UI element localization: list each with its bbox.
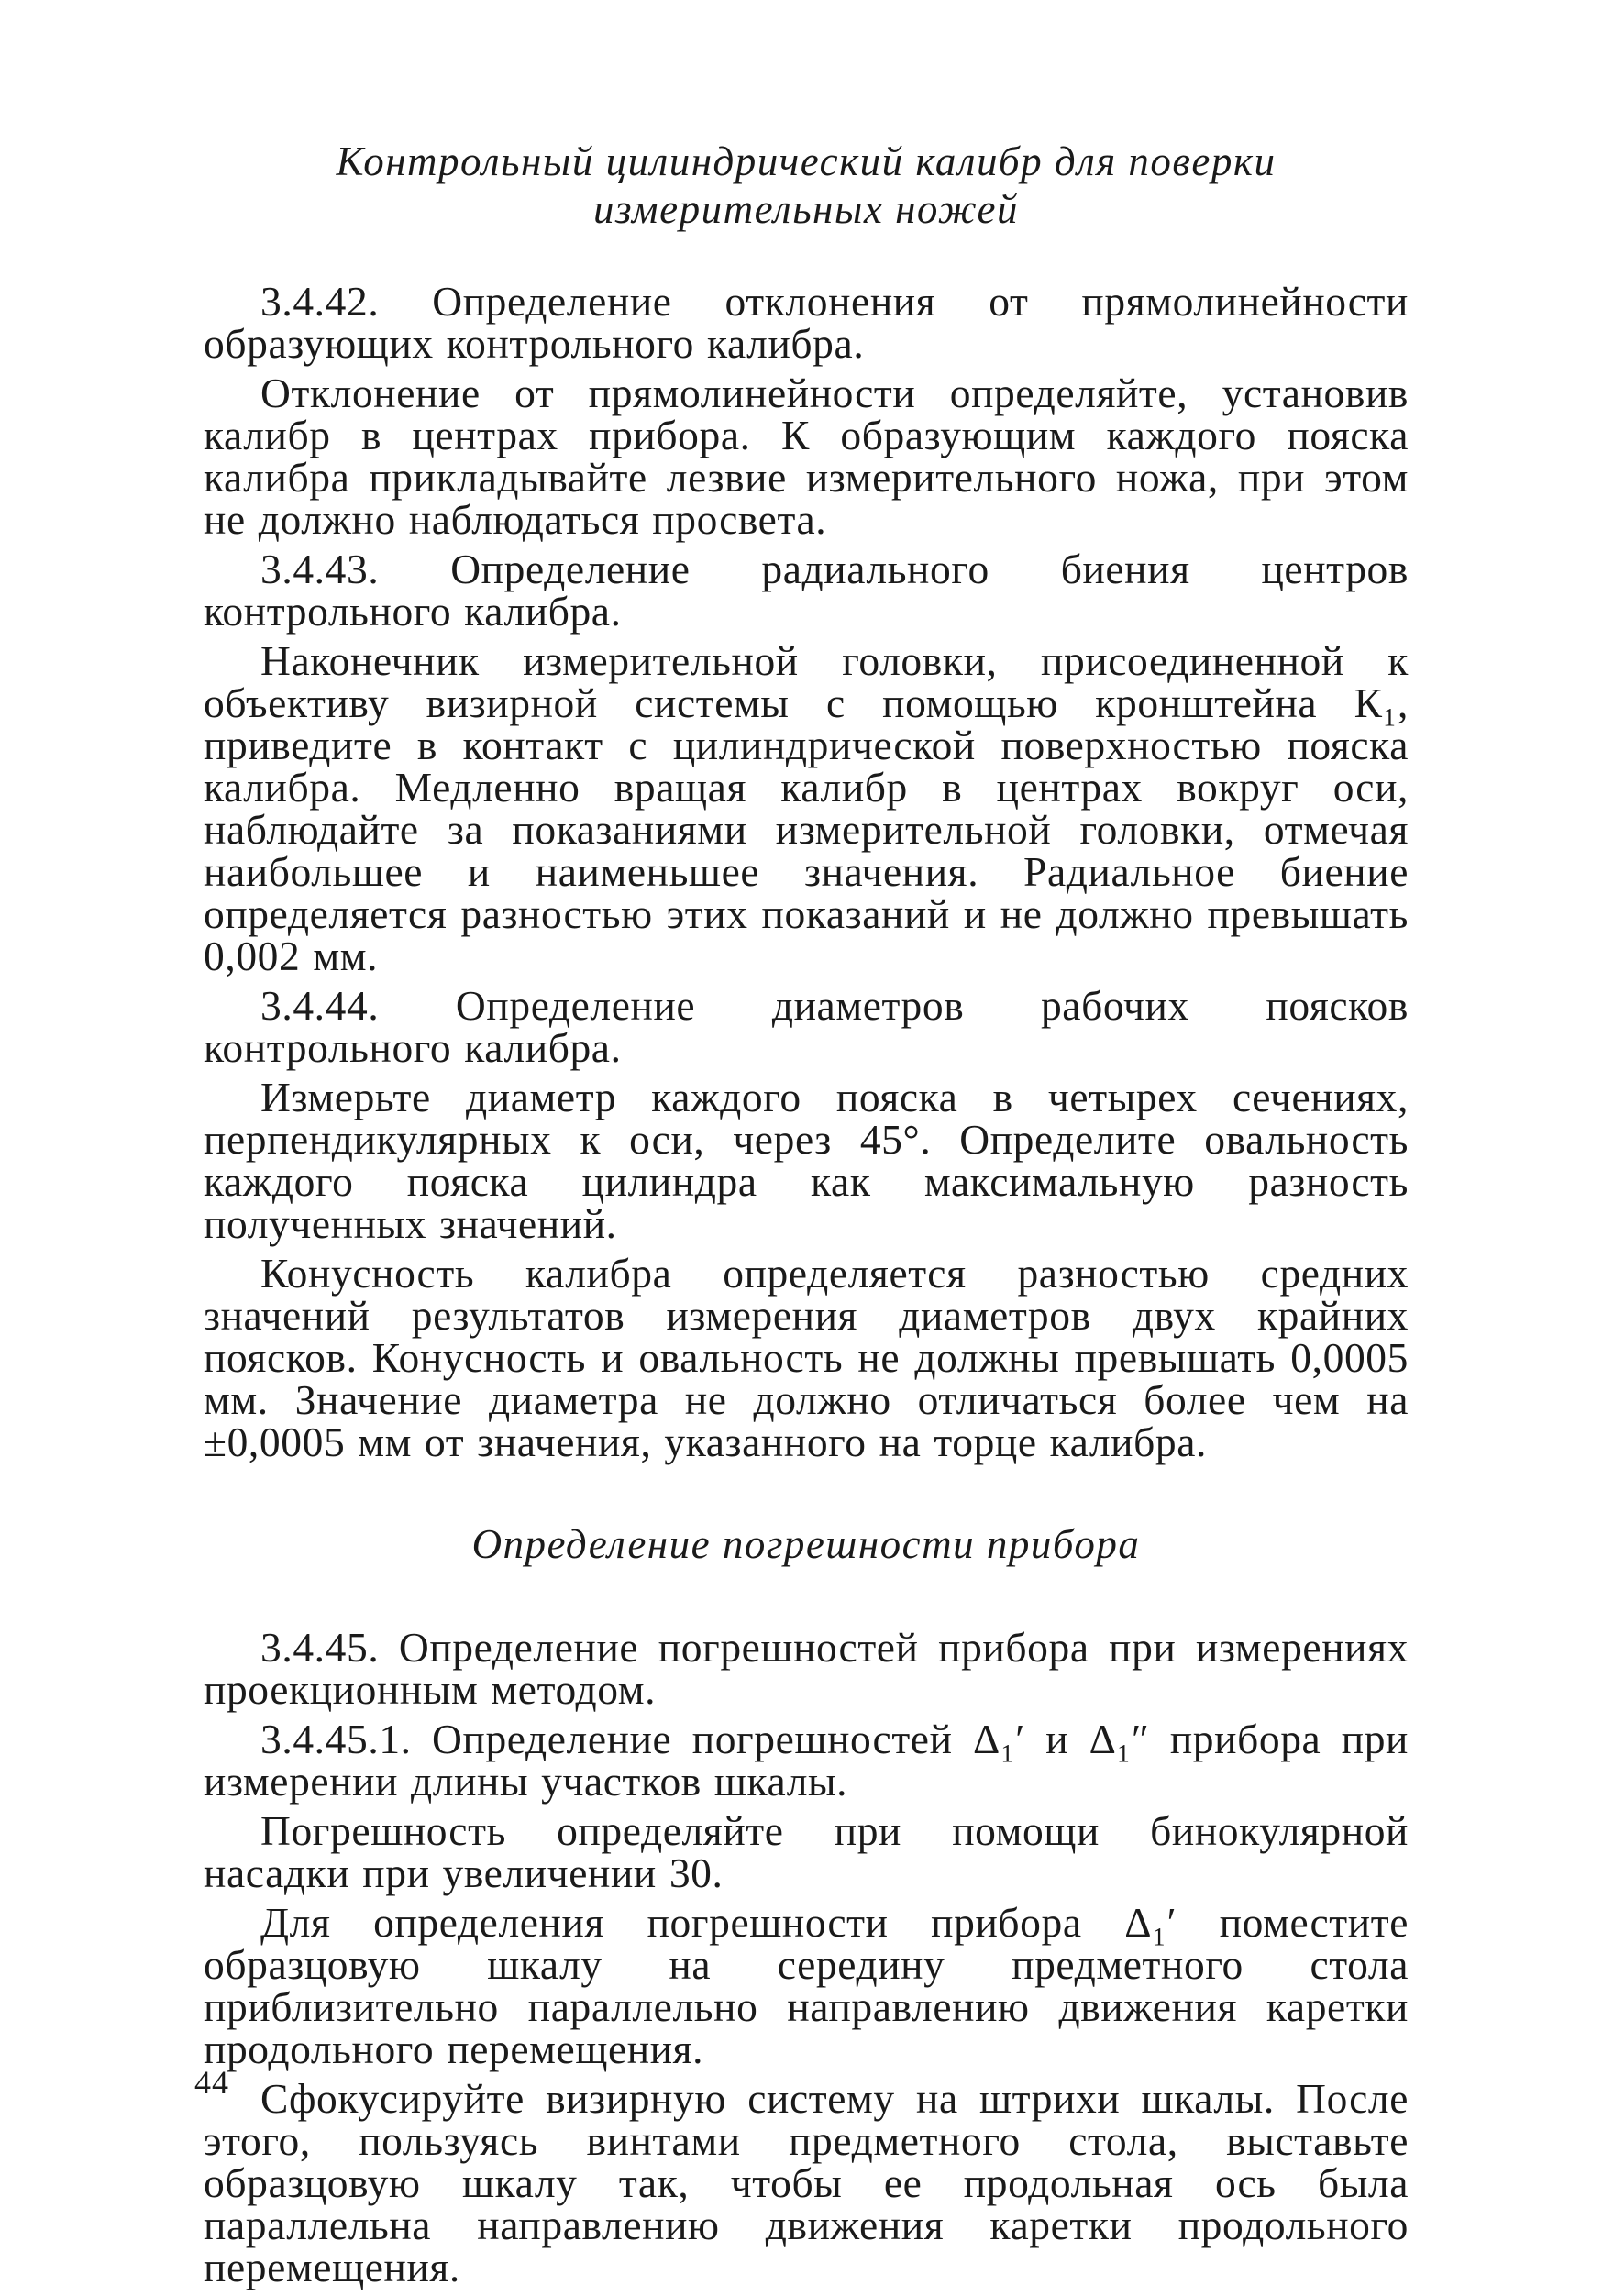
paragraph-3-4-42: 3.4.42. Определение отклонения от прямолинейности образующих контрольного калибра.: [204, 278, 1409, 367]
document-page: [204, 138, 1409, 2296]
paragraph-straightness: Отклонение от прямолинейности определяйте, установив калибр в центрах прибора. К образующим каждого пояска калибра прикладывайте лезвие измерительного ножа, при этом не должно наблюдаться просвета.: [204, 370, 1409, 543]
section-heading-line-2: измерительных ножей: [592, 186, 1020, 232]
paragraph-3-4-45-1: 3.4.45.1. Определение погрешностей Δ₁′ и Δ₁″ прибора при измерении длины участков шкалы.: [204, 1716, 1409, 1805]
paragraph-3-4-43: 3.4.43. Определение радиального биения центров контрольного калибра.: [204, 546, 1409, 635]
paragraph-diameter-measure: Измерьте диаметр каждого пояска в четырех сечениях, перпендикулярных к оси, через 45°. Определите овальность каждого пояска цилиндра как максимальную разность полученных значений.: [204, 1074, 1409, 1247]
paragraph-error-method: Погрешность определяйте при помощи бинокулярной насадки при увеличении 30.: [204, 1807, 1409, 1896]
paragraph-radial-runout: Наконечник измерительной головки, присоединенной к объективу визирной системы с помощью кронштейна К₁, приведите в контакт с цилиндрической поверхностью пояска калибра. Медленно вращая калибр в центрах вокруг оси, наблюдайте за показаниями измерительной головки, отмечая наибольшее и наименьшее значения. Радиальное биение определяется разностью этих показаний и не должно превышать 0,002 мм.: [204, 637, 1409, 979]
paragraph-3-4-44: 3.4.44. Определение диаметров рабочих поясков контрольного калибра.: [204, 982, 1409, 1071]
paragraph-scale-placement: Для определения погрешности прибора Δ₁′ поместите образцовую шкалу на середину предметного стола приблизительно параллельно направлению движения каретки продольного перемещения.: [204, 1899, 1409, 2072]
section-heading-error: Определение погрешности прибора: [471, 1521, 1141, 1567]
paragraph-3-4-45: 3.4.45. Определение погрешностей прибора при измерениях проекционным методом.: [204, 1624, 1409, 1713]
paragraph-focus: Сфокусируйте визирную систему на штрихи шкалы. После этого, пользуясь винтами предметного стола, выставьте образцовую шкалу так, чтобы ее продольная ось была параллельна направлению движения каретки продольного перемещения.: [204, 2075, 1409, 2290]
page-number: 44: [194, 2064, 229, 2101]
section-heading-line-1: Контрольный цилиндрический калибр для поверки: [336, 138, 1277, 184]
section-heading: [204, 138, 1409, 233]
paragraph-taper: Конусность калибра определяется разностью средних значений результатов измерения диаметров двух крайних поясков. Конусность и овальность не должны превышать 0,0005 мм. Значение диаметра не должно отличаться более чем на ±0,0005 мм от значения, указанного на торце калибра.: [204, 1250, 1409, 1465]
